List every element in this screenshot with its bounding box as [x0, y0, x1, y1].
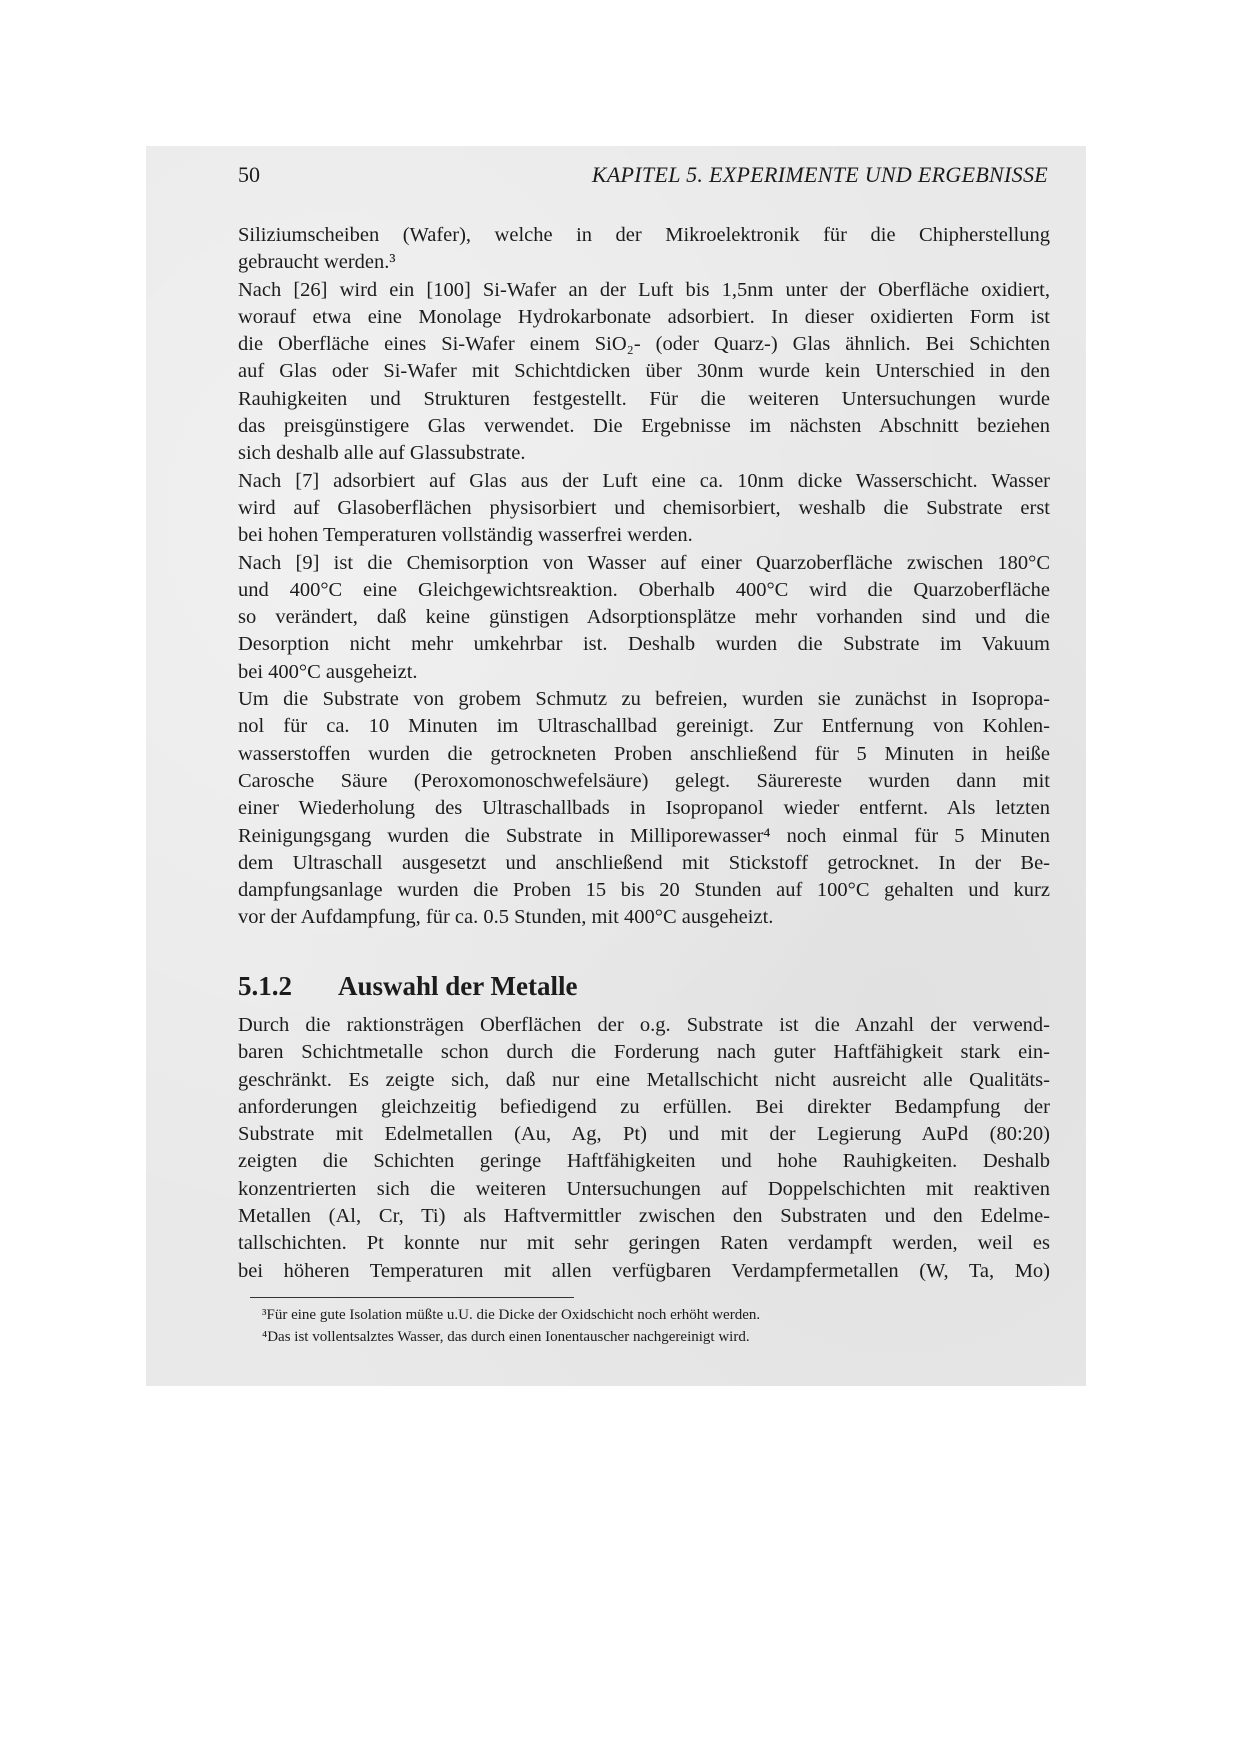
section-title: Auswahl der Metalle [338, 971, 578, 1001]
body-line: einer Wiederholung des Ultraschallbads in Isopropanol wieder entfernt. Als letzten [238, 797, 1050, 820]
body-line: Um die Substrate von grobem Schmutz zu befreien, wurden sie zunächst in Isopropa- [238, 688, 1050, 711]
body-line: bei hohen Temperaturen vollständig wasserfrei werden. [238, 524, 693, 547]
running-head: KAPITEL 5. EXPERIMENTE UND ERGEBNISSE [591, 162, 1048, 187]
section-heading [238, 971, 577, 1002]
body-line: Reinigungsgang wurden die Substrate in Milliporewasser⁴ noch einmal für 5 Minuten [238, 824, 1050, 847]
body-text [238, 222, 1050, 932]
page-number: 50 [238, 162, 260, 187]
body-line: die Oberfläche eines Si-Wafer einem SiO₂- (oder Quarz-) Glas ähnlich. Bei Schichten [238, 333, 1050, 356]
body-line: Desorption nicht mehr umkehrbar ist. Deshalb wurden die Substrate im Vakuum [238, 633, 1050, 656]
footnote-divider [250, 1297, 574, 1298]
body-line: gebraucht werden.³ [238, 251, 396, 274]
body-line: worauf etwa eine Monolage Hydrokarbonate adsorbiert. In dieser oxidierten Form ist [238, 305, 1050, 328]
body-line: wasserstoffen wurden die getrockneten Proben anschließend für 5 Minuten in heiße [238, 742, 1050, 765]
body-line: das preisgünstigere Glas verwendet. Die Ergebnisse im nächsten Abschnitt beziehen [238, 415, 1050, 438]
body-line: so verändert, daß keine günstigen Adsorptionsplätze mehr vorhanden sind und die [238, 606, 1050, 629]
body-line: vor der Aufdampfung, für ca. 0.5 Stunden, mit 400°C ausgeheizt. [238, 906, 774, 929]
body-line: Nach [9] ist die Chemisorption von Wasser auf einer Quarzoberfläche zwischen 180°C [238, 551, 1050, 574]
section-line: Durch die raktionsträgen Oberflächen der o.g. Substrate ist die Anzahl der verwend- [238, 1014, 1050, 1036]
section-line: geschränkt. Es zeigte sich, daß nur eine Metallschicht nicht ausreicht alle Qualitäts- [238, 1068, 1050, 1091]
page-header [238, 162, 1048, 198]
body-line: und 400°C eine Gleichgewichtsreaktion. Oberhalb 400°C wird die Quarzoberfläche [238, 578, 1050, 601]
footnotes [262, 1304, 1042, 1348]
body-line: Rauhigkeiten und Strukturen festgestellt. Für die weiteren Untersuchungen wurde [238, 387, 1050, 410]
section-line: tallschichten. Pt konnte nur mit sehr geringen Raten verdampft werden, weil es [238, 1232, 1050, 1255]
body-line: Carosche Säure (Peroxomonoschwefelsäure) gelegt. Säurereste wurden dann mit [238, 769, 1050, 792]
body-line: dampfungsanlage wurden die Proben 15 bis 20 Stunden auf 100°C gehalten und kurz [238, 879, 1050, 902]
section-number: 5.1.2 [238, 971, 292, 1001]
section-text [238, 1012, 1050, 1285]
footnote: ⁴Das ist vollentsalztes Wasser, das durch einen Ionentauscher nachgereinigt wird. [262, 1329, 750, 1345]
section-line: konzentrierten sich die weiteren Untersuchungen auf Doppelschichten mit reaktiven [238, 1177, 1050, 1200]
body-line: Nach [26] wird ein [100] Si-Wafer an der Luft bis 1,5nm unter der Oberfläche oxidiert, [238, 278, 1050, 301]
section-line: zeigten die Schichten geringe Haftfähigkeiten und hohe Rauhigkeiten. Deshalb [238, 1150, 1050, 1173]
body-line: auf Glas oder Si-Wafer mit Schichtdicken über 30nm wurde kein Unterschied in den [238, 360, 1050, 383]
body-line: bei 400°C ausgeheizt. [238, 660, 418, 683]
body-line: dem Ultraschall ausgesetzt und anschließend mit Stickstoff getrocknet. In der Be- [238, 851, 1050, 874]
section-line: bei höheren Temperaturen mit allen verfügbaren Verdampfermetallen (W, Ta, Mo) [238, 1259, 1050, 1282]
section-line: anforderungen gleichzeitig befiedigend zu erfüllen. Bei direkter Bedampfung der [238, 1095, 1050, 1118]
body-line: wird auf Glasoberflächen physisorbiert und chemisorbiert, weshalb die Substrate erst [238, 496, 1050, 519]
body-line: nol für ca. 10 Minuten im Ultraschallbad gereinigt. Zur Entfernung von Kohlen- [238, 715, 1050, 738]
body-line: sich deshalb alle auf Glassubstrate. [238, 442, 526, 465]
section-line: Metallen (Al, Cr, Ti) als Haftvermittler zwischen den Substraten und den Edelme- [238, 1205, 1050, 1228]
body-line: Nach [7] adsorbiert auf Glas aus der Luft eine ca. 10nm dicke Wasserschicht. Wasser [238, 469, 1050, 492]
section-line: baren Schichtmetalle schon durch die Forderung nach guter Haftfähigkeit stark ein- [238, 1041, 1050, 1064]
section-line: Substrate mit Edelmetallen (Au, Ag, Pt) und mit der Legierung AuPd (80:20) [238, 1123, 1050, 1146]
body-line: Siliziumscheiben (Wafer), welche in der Mikroelektronik für die Chipherstellung [238, 224, 1050, 246]
footnote: ³Für eine gute Isolation müßte u.U. die Dicke der Oxidschicht noch erhöht werden. [262, 1307, 761, 1323]
